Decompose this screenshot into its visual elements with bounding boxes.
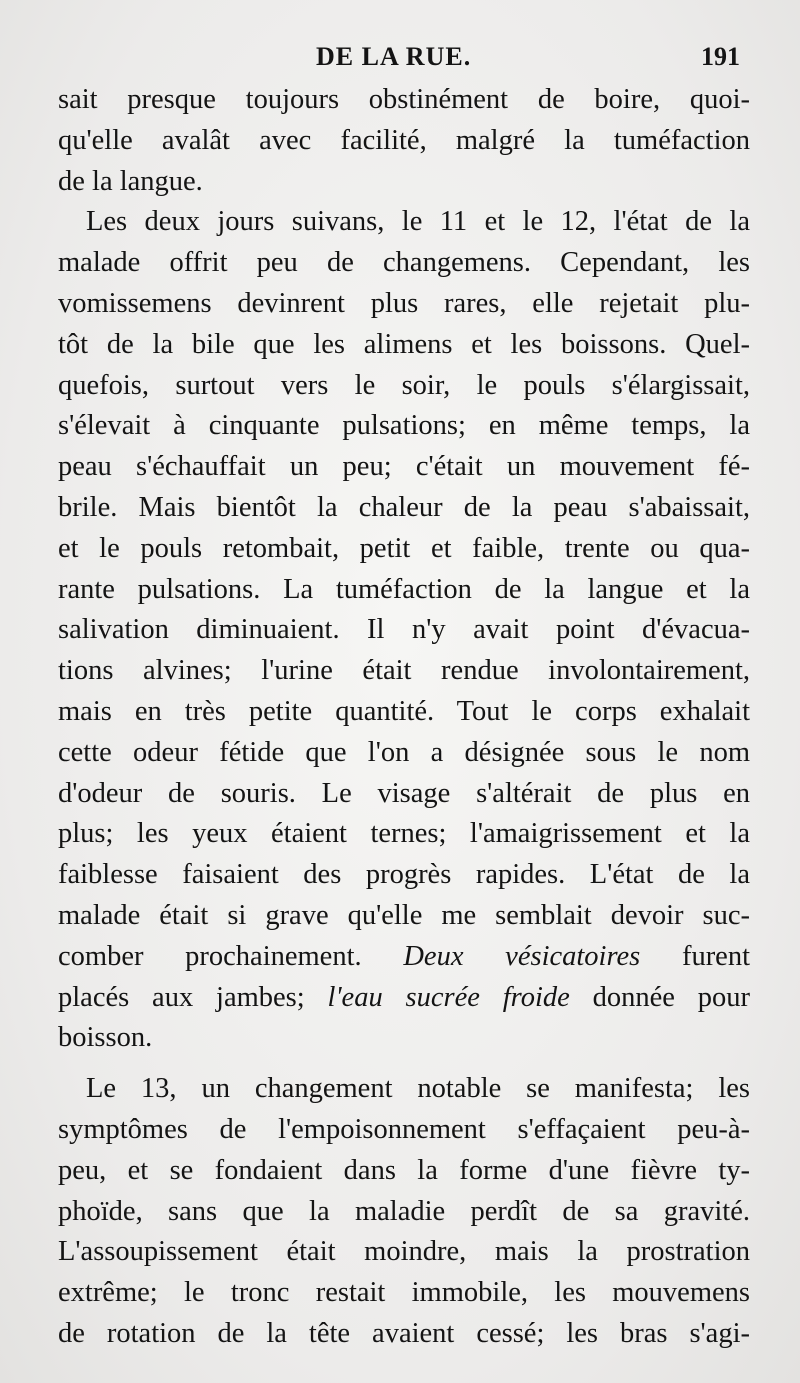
text-line <box>58 814 750 855</box>
text-line <box>58 447 750 488</box>
text-line <box>58 855 750 896</box>
text-line <box>58 1232 750 1273</box>
line-text: brile. Mais bientôt la chaleur de la peau s'abaissait, <box>58 491 750 523</box>
text-line <box>58 202 750 243</box>
page-number: 191 <box>701 42 740 71</box>
text-line <box>58 1314 750 1355</box>
text-line <box>58 529 750 570</box>
text-line <box>58 243 750 284</box>
line-text: de rotation de la tête avaient cessé; les bras s'agi- <box>58 1317 750 1349</box>
text-line <box>58 1069 750 1110</box>
line-text: tôt de la bile que les alimens et les boissons. Quel- <box>58 328 750 360</box>
text-line <box>58 80 750 121</box>
text-line <box>58 284 750 325</box>
line-text: et le pouls retombait, petit et faible, trente ou qua- <box>58 532 750 564</box>
text-line <box>58 570 750 611</box>
line-text: faiblesse faisaient des progrès rapides. L'état de la <box>58 859 750 891</box>
line-text: rante pulsations. La tuméfaction de la langue et la <box>58 573 750 605</box>
line-text-end: furent <box>681 940 751 972</box>
line-text: tions alvines; l'urine était rendue involontairement, <box>58 655 750 687</box>
text-line <box>58 366 750 407</box>
line-text: placés aux jambes; <box>58 981 305 1013</box>
text-line <box>58 1192 750 1233</box>
text-line <box>58 896 750 937</box>
line-text: de la langue. <box>58 165 203 197</box>
line-text: s'élevait à cinquante pulsations; en même temps, la <box>58 410 750 442</box>
line-text: Les deux jours suivans, le 11 et le 12, l'état de la <box>86 206 750 238</box>
line-text: cette odeur fétide que l'on a désignée sous le nom <box>58 736 750 768</box>
line-text: L'assoupissement était moindre, mais la prostration <box>58 1236 750 1268</box>
text-line <box>58 610 750 651</box>
text-line <box>58 1110 750 1151</box>
line-text: malade offrit peu de changemens. Cependant, les <box>58 247 750 279</box>
italic-text: l'eau sucrée froide <box>327 981 570 1013</box>
text-line <box>58 1273 750 1314</box>
text-line <box>58 325 750 366</box>
line-text-end: donnée pour <box>592 981 751 1013</box>
line-text: comber prochainement. <box>58 940 362 972</box>
line-text: boisson. <box>58 1022 153 1054</box>
text-line <box>58 651 750 692</box>
line-text: qu'elle avalât avec facilité, malgré la tuméfaction <box>58 124 750 156</box>
text-line <box>58 121 750 162</box>
text-line <box>58 692 750 733</box>
line-text: phoïde, sans que la maladie perdît de sa gravité. <box>58 1195 750 1227</box>
text-line <box>58 937 750 978</box>
body-text <box>58 80 750 1355</box>
line-text: mais en très petite quantité. Tout le corps exhalait <box>58 695 750 727</box>
text-line <box>58 978 750 1019</box>
line-text: vomissemens devinrent plus rares, elle rejetait plu- <box>58 287 750 319</box>
text-line <box>58 774 750 815</box>
line-text: symptômes de l'empoisonnement s'effaçaient peu-à- <box>58 1113 750 1145</box>
text-line <box>58 733 750 774</box>
text-line <box>58 1018 750 1059</box>
line-text: malade était si grave qu'elle me semblait devoir suc- <box>58 899 750 931</box>
paragraph-gap <box>58 1059 750 1069</box>
text-line <box>58 488 750 529</box>
line-text: extrême; le tronc restait immobile, les mouvemens <box>58 1277 750 1309</box>
page-header <box>0 38 800 78</box>
line-text: plus; les yeux étaient ternes; l'amaigrissement et la <box>58 818 750 850</box>
line-text: Le 13, un changement notable se manifesta; les <box>86 1073 750 1105</box>
line-text: quefois, surtout vers le soir, le pouls s'élargissait, <box>58 369 750 401</box>
text-line <box>58 406 750 447</box>
text-line <box>58 162 750 203</box>
running-head: DE LA RUE. <box>316 42 472 71</box>
line-text: d'odeur de souris. Le visage s'altérait de plus en <box>58 777 750 809</box>
text-line <box>58 1151 750 1192</box>
line-text: peau s'échauffait un peu; c'était un mouvement fé- <box>58 451 750 483</box>
line-text: salivation diminuaient. Il n'y avait point d'évacua- <box>58 614 750 646</box>
italic-text: Deux vésicatoires <box>403 940 641 972</box>
line-text: peu, et se fondaient dans la forme d'une fièvre ty- <box>58 1154 750 1186</box>
line-text: sait presque toujours obstinément de boire, quoi- <box>58 84 750 115</box>
